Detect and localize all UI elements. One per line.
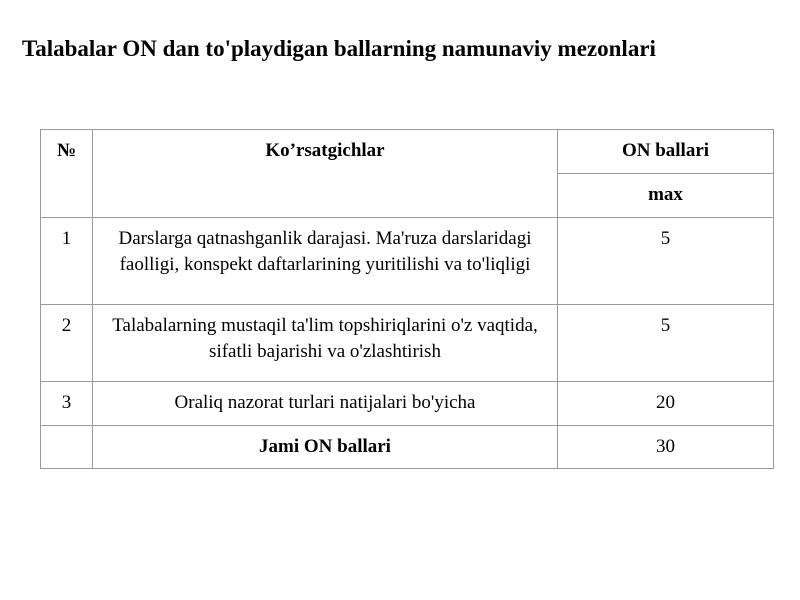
header-number: № [41,130,93,218]
row-max-points: 20 [558,382,774,426]
header-points: ON ballari [558,130,774,174]
row-number: 3 [41,382,93,426]
row-max-points: 5 [558,305,774,382]
table-row [41,305,774,382]
table-row [41,382,774,426]
total-number-empty [41,426,93,469]
row-max-points: 5 [558,218,774,305]
criteria-table [40,129,774,469]
total-max-points: 30 [558,426,774,469]
row-indicator: Darslarga qatnashganlik darajasi. Ma'ruza darslaridagi faolligi, konspekt daftarlarining yuritilishi va to'liqligi [93,218,558,305]
row-indicator: Oraliq nazorat turlari natijalari bo'yicha [93,382,558,426]
total-label: Jami ON ballari [93,426,558,469]
table-total-row [41,426,774,469]
header-points-max: max [558,174,774,218]
row-number: 2 [41,305,93,382]
row-indicator: Talabalarning mustaqil ta'lim topshiriqlarini o'z vaqtida, sifatli bajarishi va o'zlashtirish [93,305,558,382]
page-title: Talabalar ON dan to'playdigan ballarning namunaviy mezonlari [22,36,656,61]
row-number: 1 [41,218,93,305]
table-header-row [41,130,774,174]
table-row [41,218,774,305]
header-indicators: Ko’rsatgichlar [93,130,558,218]
